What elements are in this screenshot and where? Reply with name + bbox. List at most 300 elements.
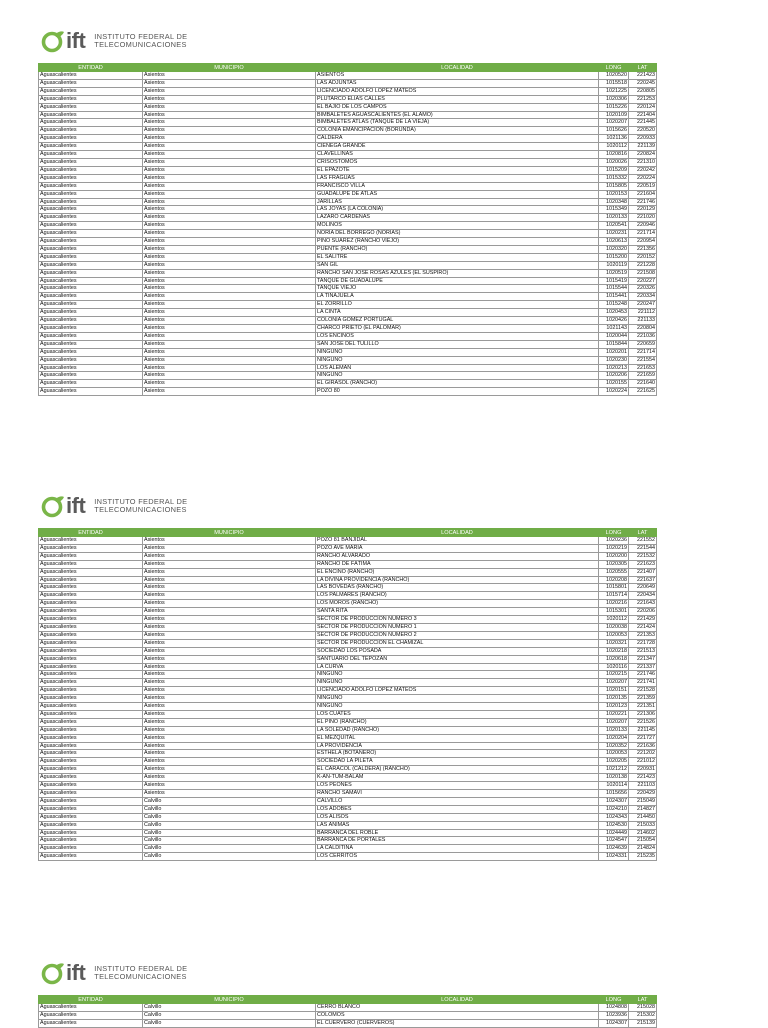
cell-lat: 221306 xyxy=(629,710,657,718)
cell-municipio: Asientos xyxy=(143,774,316,782)
cell-localidad: FRANCISCO VILLA xyxy=(316,182,599,190)
cell-lat: 221659 xyxy=(629,372,657,380)
cell-long: 1020305 xyxy=(599,560,629,568)
cell-long: 1020207 xyxy=(599,679,629,687)
cell-entidad: Aguascalientes xyxy=(39,790,143,798)
cell-localidad: GUADALUPE DE ATLAS xyxy=(316,190,599,198)
table-row xyxy=(39,695,657,703)
cell-municipio: Asientos xyxy=(143,364,316,372)
cell-entidad: Aguascalientes xyxy=(39,151,143,159)
cell-lat: 215235 xyxy=(629,853,657,861)
cell-long: 1020151 xyxy=(599,687,629,695)
cell-long: 1021225 xyxy=(599,87,629,95)
cell-localidad: SECTOR DE PRODUCCIÓN NÚMERO 2 xyxy=(316,631,599,639)
localities-table xyxy=(38,528,657,861)
cell-localidad: LOS CUATES xyxy=(316,710,599,718)
cell-municipio: Asientos xyxy=(143,679,316,687)
table-row xyxy=(39,837,657,845)
cell-municipio: Asientos xyxy=(143,750,316,758)
cell-lat: 220434 xyxy=(629,592,657,600)
cell-long: 1020218 xyxy=(599,647,629,655)
cell-lat: 221637 xyxy=(629,576,657,584)
table-row xyxy=(39,544,657,552)
cell-lat: 220429 xyxy=(629,790,657,798)
cell-municipio: Asientos xyxy=(143,158,316,166)
cell-entidad: Aguascalientes xyxy=(39,687,143,695)
cell-long: 1020133 xyxy=(599,214,629,222)
cell-entidad: Aguascalientes xyxy=(39,576,143,584)
table-row xyxy=(39,679,657,687)
cell-entidad: Aguascalientes xyxy=(39,325,143,333)
table-row xyxy=(39,230,657,238)
cell-entidad: Aguascalientes xyxy=(39,277,143,285)
cell-entidad: Aguascalientes xyxy=(39,837,143,845)
cell-lat: 220520 xyxy=(629,127,657,135)
cell-lat: 214827 xyxy=(629,805,657,813)
cell-entidad: Aguascalientes xyxy=(39,584,143,592)
cell-lat: 221528 xyxy=(629,687,657,695)
cell-long: 1020112 xyxy=(599,616,629,624)
cell-long: 1020426 xyxy=(599,317,629,325)
table-row xyxy=(39,356,657,364)
cell-localidad: NINGUNO xyxy=(316,671,599,679)
cell-localidad: SANTUARIO DEL TEPOZÁN xyxy=(316,655,599,663)
cell-localidad: LOS ENCINOS xyxy=(316,332,599,340)
table-row xyxy=(39,158,657,166)
cell-lat: 221359 xyxy=(629,695,657,703)
cell-long: 1020306 xyxy=(599,95,629,103)
cell-long: 1015200 xyxy=(599,253,629,261)
table-row xyxy=(39,537,657,545)
cell-lat: 221253 xyxy=(629,95,657,103)
cell-localidad: BARRANCA DE PORTALES xyxy=(316,837,599,845)
header-municipio: MUNICIPIO xyxy=(143,64,316,72)
cell-entidad: Aguascalientes xyxy=(39,805,143,813)
cell-long: 1020816 xyxy=(599,151,629,159)
cell-entidad: Aguascalientes xyxy=(39,821,143,829)
cell-municipio: Asientos xyxy=(143,269,316,277)
cell-lat: 221728 xyxy=(629,639,657,647)
table-row xyxy=(39,135,657,143)
cell-municipio: Asientos xyxy=(143,742,316,750)
table-row xyxy=(39,238,657,246)
table-row xyxy=(39,608,657,616)
cell-localidad: EL CUERVERO (CUERVEROS) xyxy=(316,1019,599,1027)
cell-municipio: Asientos xyxy=(143,79,316,87)
cell-localidad: SOCIEDAD LOS POSADA xyxy=(316,647,599,655)
table-row xyxy=(39,631,657,639)
cell-long: 1015226 xyxy=(599,103,629,111)
cell-localidad: BIMBALETES ATLAS (TANQUE DE LA VIEJA) xyxy=(316,119,599,127)
cell-long: 1020155 xyxy=(599,380,629,388)
cell-localidad: BIMBALETES AGUASCALIENTES (EL ÁLAMO) xyxy=(316,111,599,119)
cell-entidad: Aguascalientes xyxy=(39,119,143,127)
table-row xyxy=(39,766,657,774)
cell-long: 1020119 xyxy=(599,261,629,269)
cell-lat: 221604 xyxy=(629,190,657,198)
cell-entidad: Aguascalientes xyxy=(39,560,143,568)
table-row xyxy=(39,293,657,301)
cell-lat: 221310 xyxy=(629,158,657,166)
cell-entidad: Aguascalientes xyxy=(39,592,143,600)
cell-long: 1020207 xyxy=(599,119,629,127)
cell-localidad: SOCIEDAD LA PILETA xyxy=(316,758,599,766)
cell-municipio: Asientos xyxy=(143,782,316,790)
cell-entidad: Aguascalientes xyxy=(39,718,143,726)
cell-entidad: Aguascalientes xyxy=(39,742,143,750)
cell-municipio: Asientos xyxy=(143,718,316,726)
cell-lat: 220659 xyxy=(629,340,657,348)
cell-lat: 220933 xyxy=(629,135,657,143)
cell-lat: 221554 xyxy=(629,356,657,364)
header-localidad: LOCALIDAD xyxy=(316,996,599,1004)
cell-entidad: Aguascalientes xyxy=(39,206,143,214)
header-entidad: ENTIDAD xyxy=(39,529,143,537)
cell-entidad: Aguascalientes xyxy=(39,647,143,655)
logo-org-name xyxy=(94,33,187,50)
cell-long: 1020026 xyxy=(599,158,629,166)
cell-entidad: Aguascalientes xyxy=(39,639,143,647)
cell-municipio: Calvillo xyxy=(143,853,316,861)
cell-entidad: Aguascalientes xyxy=(39,166,143,174)
cell-municipio: Asientos xyxy=(143,340,316,348)
cell-municipio: Asientos xyxy=(143,616,316,624)
cell-long: 1020038 xyxy=(599,623,629,631)
cell-municipio: Asientos xyxy=(143,348,316,356)
localities-table xyxy=(38,63,657,396)
cell-localidad: LA TINAJUELA xyxy=(316,293,599,301)
cell-lat: 221429 xyxy=(629,616,657,624)
cell-localidad: LICENCIADO ADOLFO LÓPEZ MATEOS xyxy=(316,87,599,95)
cell-municipio: Calvillo xyxy=(143,821,316,829)
cell-entidad: Aguascalientes xyxy=(39,158,143,166)
cell-long: 1015656 xyxy=(599,790,629,798)
cell-localidad: LAS BÓVEDAS (RANCHO) xyxy=(316,584,599,592)
cell-municipio: Calvillo xyxy=(143,797,316,805)
cell-long: 1015248 xyxy=(599,301,629,309)
cell-localidad: CALVILLO xyxy=(316,797,599,805)
cell-lat: 221103 xyxy=(629,782,657,790)
cell-entidad: Aguascalientes xyxy=(39,301,143,309)
header-long: LONG xyxy=(599,996,629,1004)
cell-localidad: NINGUNO xyxy=(316,679,599,687)
cell-municipio: Asientos xyxy=(143,87,316,95)
cell-lat: 220334 xyxy=(629,293,657,301)
cell-entidad: Aguascalientes xyxy=(39,214,143,222)
cell-localidad: SECTOR DE PRODUCCIÓN NÚMERO 3 xyxy=(316,616,599,624)
cell-municipio: Asientos xyxy=(143,639,316,647)
cell-long: 1020520 xyxy=(599,72,629,80)
cell-localidad: RANCHO SAN JOSÉ ROSAS AZULES (EL SUSPIRO) xyxy=(316,269,599,277)
cell-long: 1024307 xyxy=(599,1019,629,1027)
cell-localidad: EL EPAZOTE xyxy=(316,166,599,174)
table-row xyxy=(39,560,657,568)
cell-entidad: Aguascalientes xyxy=(39,829,143,837)
cell-lat: 221625 xyxy=(629,388,657,396)
table-row xyxy=(39,111,657,119)
cell-lat: 221139 xyxy=(629,143,657,151)
cell-localidad: ESTHELA (BOTANERO) xyxy=(316,750,599,758)
cell-lat: 220206 xyxy=(629,608,657,616)
cell-localidad: BARRANCA DEL ROBLE xyxy=(316,829,599,837)
table-row xyxy=(39,623,657,631)
table-row xyxy=(39,647,657,655)
cell-entidad: Aguascalientes xyxy=(39,1019,143,1027)
cell-lat: 221423 xyxy=(629,774,657,782)
cell-municipio: Asientos xyxy=(143,245,316,253)
cell-long: 1020224 xyxy=(599,388,629,396)
cell-municipio: Asientos xyxy=(143,214,316,222)
cell-localidad: LA DIVINA PROVIDENCIA (RANCHO) xyxy=(316,576,599,584)
cell-entidad: Aguascalientes xyxy=(39,261,143,269)
cell-municipio: Asientos xyxy=(143,198,316,206)
cell-long: 1020613 xyxy=(599,238,629,246)
cell-entidad: Aguascalientes xyxy=(39,663,143,671)
cell-localidad: MOLINOS xyxy=(316,222,599,230)
cell-long: 1020112 xyxy=(599,143,629,151)
cell-long: 1015419 xyxy=(599,277,629,285)
cell-localidad: POZO 80 xyxy=(316,388,599,396)
cell-entidad: Aguascalientes xyxy=(39,230,143,238)
table-row xyxy=(39,592,657,600)
table-row xyxy=(39,616,657,624)
cell-entidad: Aguascalientes xyxy=(39,79,143,87)
table-row xyxy=(39,245,657,253)
cell-long: 1020230 xyxy=(599,356,629,364)
cell-localidad: PINO SUÁREZ (RANCHO VIEJO) xyxy=(316,238,599,246)
table-row xyxy=(39,348,657,356)
cell-entidad: Aguascalientes xyxy=(39,750,143,758)
cell-municipio: Asientos xyxy=(143,253,316,261)
cell-entidad: Aguascalientes xyxy=(39,782,143,790)
cell-localidad: LOS PEONES xyxy=(316,782,599,790)
cell-long: 1020348 xyxy=(599,198,629,206)
table-row xyxy=(39,127,657,135)
cell-entidad: Aguascalientes xyxy=(39,222,143,230)
cell-municipio: Asientos xyxy=(143,552,316,560)
cell-entidad: Aguascalientes xyxy=(39,600,143,608)
cell-long: 1020236 xyxy=(599,537,629,545)
cell-entidad: Aguascalientes xyxy=(39,703,143,711)
cell-entidad: Aguascalientes xyxy=(39,135,143,143)
cell-entidad: Aguascalientes xyxy=(39,253,143,261)
cell-lat: 221552 xyxy=(629,537,657,545)
cell-localidad: TANQUE DE GUADALUPE xyxy=(316,277,599,285)
cell-long: 1024331 xyxy=(599,853,629,861)
cell-localidad: EL PINO (RANCHO) xyxy=(316,718,599,726)
cell-lat: 221714 xyxy=(629,230,657,238)
cell-entidad: Aguascalientes xyxy=(39,671,143,679)
cell-lat: 221337 xyxy=(629,663,657,671)
logo-org-line2: TELECOMUNICACIONES xyxy=(94,40,187,49)
cell-lat: 221356 xyxy=(629,245,657,253)
cell-municipio: Asientos xyxy=(143,695,316,703)
table-header-row xyxy=(39,64,657,72)
cell-lat: 220242 xyxy=(629,166,657,174)
logo-brand-text: ift xyxy=(66,493,86,518)
ift-logo-mark-icon xyxy=(41,494,65,518)
cell-entidad: Aguascalientes xyxy=(39,198,143,206)
cell-localidad: EL BAJÍO DE LOS CAMPOS xyxy=(316,103,599,111)
cell-lat: 220247 xyxy=(629,301,657,309)
cell-long: 1020618 xyxy=(599,655,629,663)
cell-long: 1024343 xyxy=(599,813,629,821)
cell-long: 1015441 xyxy=(599,293,629,301)
table-row xyxy=(39,734,657,742)
cell-municipio: Asientos xyxy=(143,790,316,798)
cell-entidad: Aguascalientes xyxy=(39,758,143,766)
cell-lat: 221623 xyxy=(629,560,657,568)
cell-municipio: Asientos xyxy=(143,285,316,293)
cell-municipio: Asientos xyxy=(143,560,316,568)
table-row xyxy=(39,87,657,95)
header-lat: LAT xyxy=(629,64,657,72)
cell-entidad: Aguascalientes xyxy=(39,813,143,821)
cell-long: 1021212 xyxy=(599,766,629,774)
table-row xyxy=(39,380,657,388)
cell-entidad: Aguascalientes xyxy=(39,797,143,805)
cell-localidad: TANQUE VIEJO xyxy=(316,285,599,293)
table-row xyxy=(39,710,657,718)
cell-entidad: Aguascalientes xyxy=(39,87,143,95)
cell-localidad: SECTOR DE PRODUCCIÓN EL CHAMIZAL xyxy=(316,639,599,647)
cell-localidad: SECTOR DE PRODUCCIÓN NÚMERO 1 xyxy=(316,623,599,631)
table-row xyxy=(39,671,657,679)
cell-municipio: Asientos xyxy=(143,222,316,230)
cell-long: 1024808 xyxy=(599,1004,629,1012)
cell-localidad: LOS ALISOS xyxy=(316,813,599,821)
table-row xyxy=(39,1019,657,1027)
table-row xyxy=(39,576,657,584)
cell-lat: 214824 xyxy=(629,845,657,853)
cell-entidad: Aguascalientes xyxy=(39,127,143,135)
cell-lat: 221351 xyxy=(629,703,657,711)
header-localidad: LOCALIDAD xyxy=(316,529,599,537)
cell-entidad: Aguascalientes xyxy=(39,182,143,190)
cell-localidad: LAS JOYAS (LA COLONIA) xyxy=(316,206,599,214)
cell-lat: 215033 xyxy=(629,821,657,829)
cell-municipio: Asientos xyxy=(143,135,316,143)
cell-lat: 221640 xyxy=(629,380,657,388)
table-row xyxy=(39,774,657,782)
cell-localidad: EL ENCINO (RANCHO) xyxy=(316,568,599,576)
cell-long: 1020204 xyxy=(599,734,629,742)
cell-municipio: Asientos xyxy=(143,317,316,325)
cell-municipio: Calvillo xyxy=(143,1004,316,1012)
cell-localidad: LA SOLEDAD (RANCHO) xyxy=(316,726,599,734)
cell-localidad: SANTA RITA xyxy=(316,608,599,616)
cell-entidad: Aguascalientes xyxy=(39,245,143,253)
cell-municipio: Asientos xyxy=(143,261,316,269)
cell-entidad: Aguascalientes xyxy=(39,726,143,734)
cell-localidad: POZO AVE MARÍA xyxy=(316,544,599,552)
cell-entidad: Aguascalientes xyxy=(39,655,143,663)
cell-localidad: CLAVELLINAS xyxy=(316,151,599,159)
table-row xyxy=(39,663,657,671)
cell-entidad: Aguascalientes xyxy=(39,364,143,372)
cell-lat: 221424 xyxy=(629,623,657,631)
header-entidad: ENTIDAD xyxy=(39,996,143,1004)
cell-entidad: Aguascalientes xyxy=(39,190,143,198)
cell-entidad: Aguascalientes xyxy=(39,348,143,356)
cell-municipio: Asientos xyxy=(143,293,316,301)
cell-localidad: LA CALDITINA xyxy=(316,845,599,853)
table-row xyxy=(39,317,657,325)
cell-lat: 221532 xyxy=(629,552,657,560)
cell-municipio: Asientos xyxy=(143,655,316,663)
cell-localidad: NINGUNO xyxy=(316,348,599,356)
table-row xyxy=(39,726,657,734)
table-row xyxy=(39,79,657,87)
cell-long: 1020219 xyxy=(599,544,629,552)
cell-lat: 220804 xyxy=(629,325,657,333)
cell-lat: 221353 xyxy=(629,631,657,639)
cell-municipio: Asientos xyxy=(143,766,316,774)
cell-municipio: Asientos xyxy=(143,568,316,576)
cell-localidad: LOS PALMARES (RANCHO) xyxy=(316,592,599,600)
cell-localidad: CHARCO PRIETO (EL PALOMAR) xyxy=(316,325,599,333)
table-row xyxy=(39,821,657,829)
cell-municipio: Asientos xyxy=(143,166,316,174)
table-row xyxy=(39,813,657,821)
cell-lat: 221445 xyxy=(629,119,657,127)
table-header-row xyxy=(39,996,657,1004)
cell-localidad: RANCHO SAMAVI xyxy=(316,790,599,798)
table-row xyxy=(39,214,657,222)
table-row xyxy=(39,222,657,230)
cell-entidad: Aguascalientes xyxy=(39,623,143,631)
cell-lat: 221746 xyxy=(629,198,657,206)
cell-long: 1021136 xyxy=(599,135,629,143)
cell-localidad: LOS ALEMÁN xyxy=(316,364,599,372)
cell-long: 1024307 xyxy=(599,797,629,805)
table-row xyxy=(39,269,657,277)
cell-localidad: NINGUNO xyxy=(316,703,599,711)
cell-municipio: Calvillo xyxy=(143,813,316,821)
cell-lat: 215302 xyxy=(629,1011,657,1019)
table-row xyxy=(39,190,657,198)
cell-municipio: Asientos xyxy=(143,671,316,679)
cell-lat: 220824 xyxy=(629,151,657,159)
cell-entidad: Aguascalientes xyxy=(39,616,143,624)
cell-long: 1020153 xyxy=(599,190,629,198)
table-row xyxy=(39,198,657,206)
table-row xyxy=(39,750,657,758)
cell-long: 1021143 xyxy=(599,325,629,333)
cell-localidad: LOS ADOBES xyxy=(316,805,599,813)
cell-municipio: Asientos xyxy=(143,95,316,103)
cell-long: 1024639 xyxy=(599,845,629,853)
cell-long: 1015349 xyxy=(599,206,629,214)
cell-municipio: Asientos xyxy=(143,372,316,380)
cell-long: 1015544 xyxy=(599,285,629,293)
ift-logo xyxy=(41,28,187,54)
table-row xyxy=(39,718,657,726)
cell-lat: 215028 xyxy=(629,1004,657,1012)
cell-municipio: Calvillo xyxy=(143,805,316,813)
cell-long: 1020123 xyxy=(599,703,629,711)
logo-brand-text: ift xyxy=(66,28,86,53)
cell-municipio: Asientos xyxy=(143,537,316,545)
cell-municipio: Asientos xyxy=(143,576,316,584)
cell-entidad: Aguascalientes xyxy=(39,95,143,103)
cell-municipio: Asientos xyxy=(143,631,316,639)
cell-entidad: Aguascalientes xyxy=(39,1004,143,1012)
cell-entidad: Aguascalientes xyxy=(39,143,143,151)
cell-entidad: Aguascalientes xyxy=(39,734,143,742)
header-entidad: ENTIDAD xyxy=(39,64,143,72)
cell-municipio: Asientos xyxy=(143,277,316,285)
